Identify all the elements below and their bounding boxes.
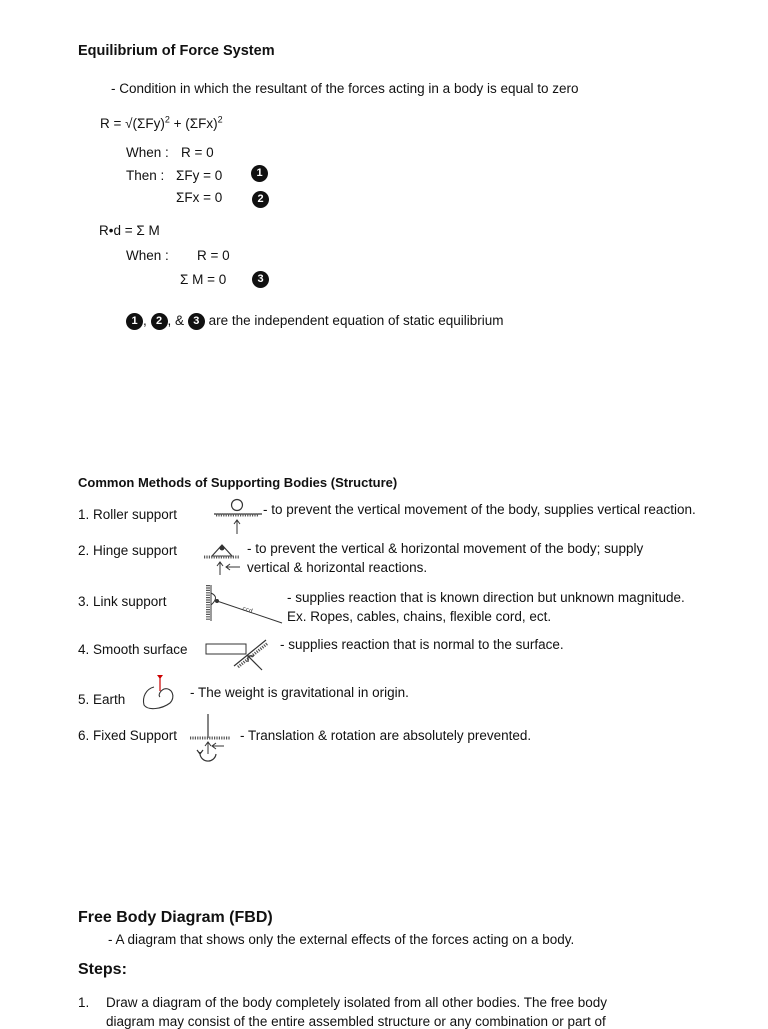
smooth-surface-label: 4. Smooth surface	[78, 642, 188, 657]
link-support-icon	[200, 583, 284, 627]
hinge-support-label: 2. Hinge support	[78, 543, 178, 558]
link-support-desc-1: - supplies reaction that is known direction but unknown magnitude.	[287, 590, 685, 605]
fixed-support-label: 6. Fixed Support	[78, 728, 178, 743]
when-value: R = 0	[181, 145, 214, 160]
roller-support-label: 1. Roller support	[78, 507, 178, 522]
resultant-formula	[100, 116, 223, 131]
fixed-support-desc: - Translation & rotation are absolutely prevented.	[240, 728, 532, 743]
when2-value: R = 0	[197, 248, 230, 263]
badge-3: 3	[252, 271, 269, 288]
roller-support-desc: - to prevent the vertical movement of the body, supplies vertical reaction.	[263, 502, 696, 517]
formula-part-2: + (ΣFx)	[169, 116, 218, 131]
equilibrium-definition: - Condition in which the resultant of the forces acting in a body is equal to zero	[111, 81, 579, 96]
when2-label: When :	[126, 248, 169, 263]
fx-value: ΣFx = 0	[176, 190, 223, 205]
section-title-supports: Common Methods of Supporting Bodies (Structure)	[78, 475, 398, 490]
section-title-fbd: Free Body Diagram (FBD)	[78, 909, 273, 926]
hinge-support-desc-1: - to prevent the vertical & horizontal movement of the body; supply	[247, 541, 644, 556]
smooth-surface-icon	[204, 636, 270, 672]
badge-2: 2	[151, 313, 168, 330]
step-1-line-1: Draw a diagram of the body completely isolated from all other bodies. The free body	[106, 995, 608, 1010]
earth-label: 5. Earth	[78, 692, 126, 707]
exponent-2: 2	[217, 114, 223, 125]
step-1-number: 1.	[78, 995, 90, 1010]
link-support-desc-2: Ex. Ropes, cables, chains, flexible cord, ect.	[287, 609, 552, 624]
hinge-support-icon	[200, 540, 246, 578]
fixed-support-icon	[188, 712, 236, 766]
moment-formula: R•d = Σ M	[99, 223, 160, 238]
section-title-equilibrium: Equilibrium of Force System	[78, 43, 275, 59]
formula-part-1: R = √(ΣFy)	[100, 116, 165, 131]
summary-line	[126, 313, 504, 330]
link-support-label: 3. Link support	[78, 594, 167, 609]
moment-value: Σ M = 0	[180, 272, 227, 287]
when-label: When :	[126, 145, 169, 160]
badge-2: 2	[252, 191, 269, 208]
badge-1: 1	[251, 165, 268, 182]
roller-support-icon	[210, 498, 266, 538]
separator-amp: , &	[167, 313, 185, 329]
svg-text:ⅽⅽⅾ: ⅽⅽⅾ	[241, 606, 254, 616]
smooth-surface-desc: - supplies reaction that is normal to the surface.	[280, 637, 564, 652]
hinge-support-desc-2: vertical & horizontal reactions.	[247, 560, 428, 575]
fbd-definition: - A diagram that shows only the external effects of the forces acting on a body.	[108, 932, 575, 947]
summary-text: are the independent equation of static equilibrium	[208, 313, 504, 329]
earth-icon	[140, 671, 180, 713]
then-value: ΣFy = 0	[176, 168, 223, 183]
separator-comma: ,	[143, 313, 147, 329]
badge-1: 1	[126, 313, 143, 330]
exponent-1: 2	[164, 114, 170, 125]
step-1-line-2: diagram may consist of the entire assembled structure or any combination or part of	[106, 1014, 606, 1029]
earth-desc: - The weight is gravitational in origin.	[190, 685, 409, 700]
badge-3: 3	[188, 313, 205, 330]
then-label: Then :	[126, 168, 165, 183]
steps-title: Steps:	[78, 961, 127, 978]
